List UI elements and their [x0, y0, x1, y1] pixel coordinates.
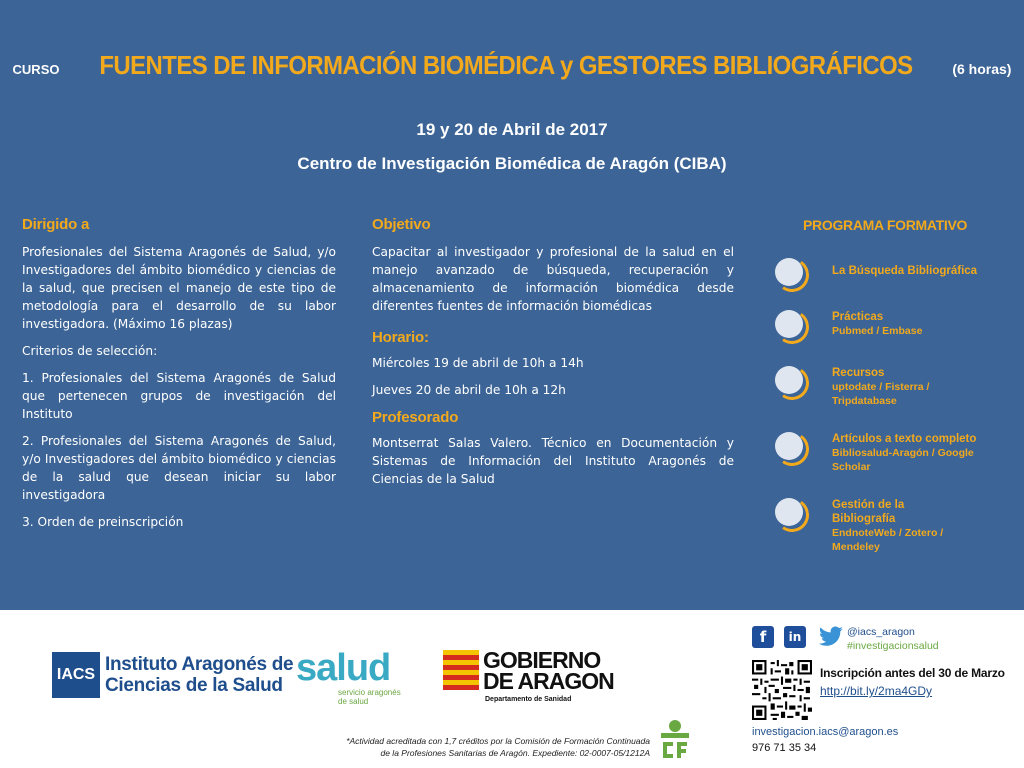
programa-item-title: Prácticas — [832, 311, 884, 323]
objetivo-heading: Objetivo — [372, 216, 431, 233]
gobierno-aragon-logo — [443, 647, 623, 706]
salud-sub: servicio aragonés de salud — [338, 688, 401, 706]
qr-code[interactable] — [752, 660, 812, 720]
bullet-icon — [775, 432, 809, 466]
programa-item-sub: EndnoteWeb / Zotero / Mendeley — [832, 527, 944, 553]
aragon-flag-icon — [443, 650, 479, 690]
criterio-3: 3. Orden de preinscripción — [22, 515, 184, 529]
programa-item-title: Recursos — [832, 367, 885, 379]
horario-line-1: Miércoles 19 de abril de 10h a 14h — [372, 356, 584, 370]
profesorado-heading: Profesorado — [372, 409, 459, 426]
title-line — [0, 50, 1024, 81]
accreditation-line-2: de la Profesiones Sanitarias de Aragón. Expediente: 02-0007-05/1212A — [380, 748, 650, 758]
gobierno-text — [483, 647, 614, 694]
gob-line-2: DE ARAGON — [483, 668, 614, 694]
objetivo-text: Capacitar al investigador y profesional de la salud en el manejo avanzado de búsqueda, recuperación y almacenamiento de información biomédica desde diferentes fuentes de información biomédicas — [372, 245, 734, 313]
horario-line-2: Jueves 20 de abril de 10h a 12h — [372, 383, 566, 397]
course-title: FUENTES DE INFORMACIÓN BIOMÉDICA y GESTORES BIBLIOGRÁFICOS — [99, 50, 913, 80]
dirigido-section — [22, 216, 336, 540]
bullet-icon — [775, 366, 809, 400]
programa-item-title: Gestión de la Bibliografía — [832, 499, 905, 525]
inscription-link[interactable]: http://bit.ly/2ma4GDy — [820, 684, 933, 698]
bullet-icon — [775, 498, 809, 532]
dirigido-heading: Dirigido a — [22, 216, 90, 233]
profesorado-text: Montserrat Salas Valero. Técnico en Documentación y Sistemas de Información del Instituto Aragonés de Ciencias de la Salud — [372, 436, 734, 486]
cfc-logo — [655, 718, 695, 764]
salud-word: salud — [296, 647, 391, 689]
bullet-icon — [775, 310, 809, 344]
dirigido-text: Profesionales del Sistema Aragonés de Salud, y/o Investigadores del ámbito biomédico y ciencias de la salud, que precisen el manejo de este tipo de metodología para el desarrollo de su labor investigadora. (Máximo 16 plazas) — [22, 245, 336, 331]
iacs-logo — [52, 652, 294, 698]
course-hours: (6 horas) — [952, 61, 1012, 77]
contact-phone: 976 71 35 34 — [752, 742, 817, 754]
linkedin-icon[interactable]: in — [784, 626, 806, 648]
horario-heading: Horario: — [372, 329, 429, 346]
iacs-line-2: Ciencias de la Salud — [105, 675, 283, 696]
programa-heading: PROGRAMA FORMATIVO — [803, 217, 968, 233]
iacs-line-1: Instituto Aragonés de — [105, 654, 294, 675]
twitter-icon[interactable] — [818, 626, 844, 648]
contact-email[interactable]: investigacion.iacs@aragon.es — [752, 726, 899, 738]
curso-label: CURSO — [12, 62, 60, 77]
salud-logo — [296, 648, 406, 704]
facebook-icon[interactable]: f — [752, 626, 774, 648]
objetivo-section — [372, 216, 734, 497]
iacs-logo-text — [105, 654, 293, 696]
criterios-label: Criterios de selección: — [22, 344, 158, 358]
programa-item-sub: uptodate / Fisterra / Tripdatabase — [832, 381, 930, 407]
programa-item-sub: Bibliosalud-Aragón / Google Scholar — [832, 447, 974, 473]
iacs-logo-box: IACS — [52, 652, 100, 698]
hashtag[interactable]: #investigacionsalud — [847, 640, 939, 652]
gob-departamento: Departamento de Sanidad — [485, 696, 572, 703]
course-date: 19 y 20 de Abril de 2017 — [416, 120, 608, 139]
bullet-icon — [775, 258, 809, 292]
social-handle — [847, 625, 939, 653]
programa-item-title: Artículos a texto completo — [832, 433, 977, 445]
programa-item-sub: Pubmed / Embase — [832, 325, 923, 337]
twitter-handle[interactable]: @iacs_aragon — [847, 626, 915, 638]
accreditation-line-1: *Actividad acreditada con 1,7 créditos por la Comisión de Formación Continuada — [346, 736, 650, 746]
course-place: Centro de Investigación Biomédica de Aragón (CIBA) — [297, 154, 727, 173]
gob-line-1: GOBIERNO — [483, 647, 601, 673]
accreditation-note — [330, 735, 650, 759]
inscription-deadline: Inscripción antes del 30 de Marzo — [820, 666, 1005, 680]
criterio-1: 1. Profesionales del Sistema Aragonés de Salud que pertenecen grupos de investigación del Instituto — [22, 371, 336, 421]
programa-item-title: La Búsqueda Bibliográfica — [832, 265, 978, 277]
criterio-2: 2. Profesionales del Sistema Aragonés de Salud, y/o Investigadores del ámbito biomédico y ciencias de la salud que desean iniciar su labor investigadora — [22, 434, 336, 502]
